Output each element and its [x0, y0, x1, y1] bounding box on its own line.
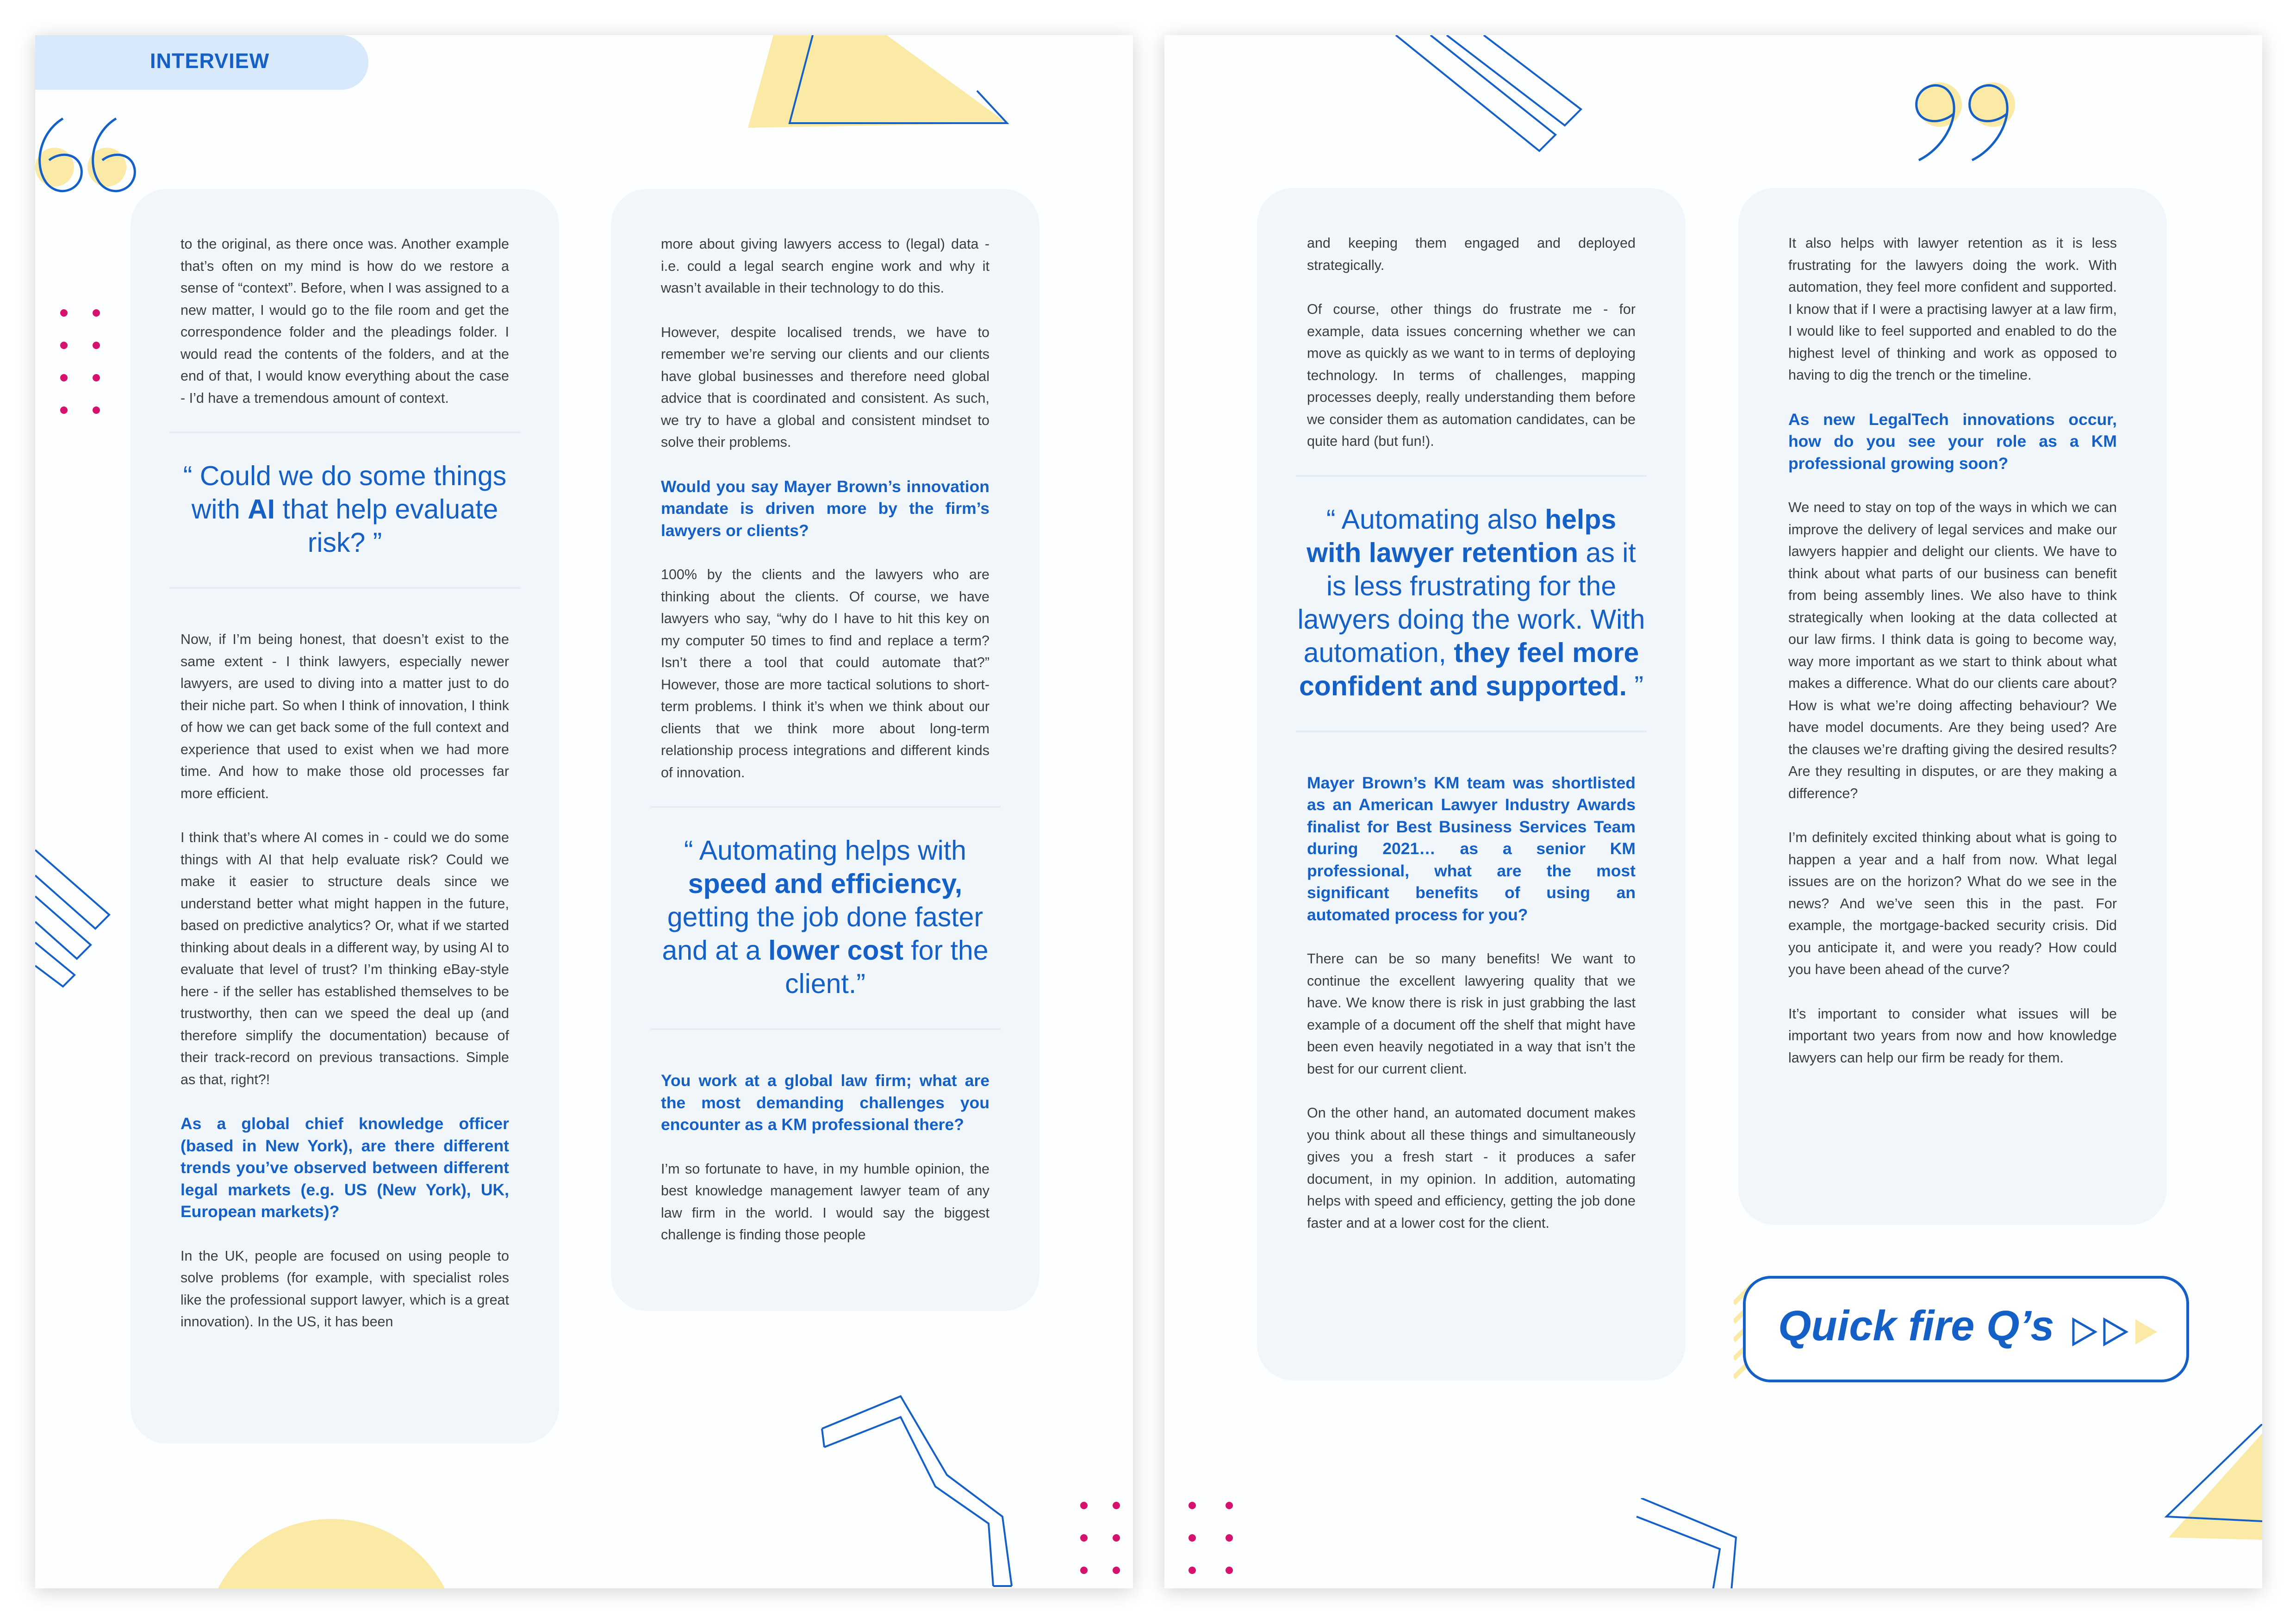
paragraph: and keeping them engaged and deployed strategically.: [1307, 235, 1636, 273]
paragraph: I’m so fortunate to have, in my humble opinion, the best knowledge management lawyer team of any law firm in the world. I would say the biggest challenge is finding those people: [661, 1161, 989, 1243]
paragraph: On the other hand, an automated document makes you think about all these things and simultaneously gives you a fresh start - it produces a safer document, in my opinion. In addition, automating helps with speed and efficiency, getting the job done faster and at a lower cost for the client.: [1307, 1105, 1636, 1231]
paragraph: more about giving lawyers access to (legal) data - i.e. could a legal search engine work and why it wasn’t available in their technology to do this.: [661, 236, 989, 296]
paragraph: There can be so many benefits! We want to continue the excellent lawyering quality that we have. We know there is risk in just grabbing the last example of a document off the shelf that might have been even heavily negotiated in a way that isn’t the best for our current client.: [1307, 951, 1636, 1077]
paragraph: It also helps with lawyer retention as it is less frustrating for the lawyers doing the work. With automation, they feel more confident and supported. I know that if I were a practising lawyer at a law firm, I would like to feel supported and enabled to do the highest level of thinking and work as opposed to having to dig the trench or the timeline.: [1788, 235, 2117, 383]
paragraph: I think that’s where AI comes in - could we do some things with AI that help evaluate risk? Could we make it easier to structure deals since we understand better what might happen in the future, based on predictive analytics? Or, what if we started thinking about deals in a different way, by using AI to evaluate that level of trust? I’m thinking eBay-style here - if the seller has established themselves to be trustworthy, then can we speed the deal up (and therefore simplify the documentation) because of their track-record on previous transactions. Simple as that, right?!: [180, 830, 509, 1087]
left-column-1: [131, 189, 559, 1443]
left-column-2: [611, 189, 1039, 1311]
pull-quote-text: that help evaluate risk? ”: [275, 494, 498, 558]
stripes-decoration: [1387, 35, 1590, 156]
interview-question: As new LegalTech innovations occur, how do you see your role as a KM professional growing soon?: [1788, 410, 2117, 473]
yellow-circle-decoration: [193, 1507, 470, 1588]
pull-quote-emphasis: lower cost: [768, 935, 903, 966]
paragraph: However, despite localised trends, we have to remember we’re serving our clients and our clients have global businesses and therefore need global advice that is coordinated and consistent. As such, we try to have a global and consistent mindset to solve their problems.: [661, 324, 989, 450]
interview-question: Would you say Mayer Brown’s innovation mandate is driven more by the firm’s lawyers or clients?: [661, 477, 989, 540]
left-page: [35, 35, 1133, 1588]
yellow-triangle-decoration: [729, 35, 1053, 132]
pull-quote-text: “ Automating also: [1326, 504, 1545, 535]
interview-tag: [35, 35, 368, 90]
paragraph: It’s important to consider what issues will be important two years from now and how knowledge lawyers can help our firm be ready for them.: [1788, 1006, 2117, 1066]
play-arrows-icon: [2070, 1316, 2162, 1348]
quick-fire-button[interactable]: [1743, 1276, 2189, 1382]
stripes-decoration: [35, 831, 128, 998]
pull-quote-text: getting the job done faster and at a: [662, 902, 983, 966]
paragraph: Of course, other things do frustrate me - for example, data issues concerning whether we can move as quickly as we want to in terms of deploying technology. In terms of challenges, mapping processes deeply, really understanding them before we consider them as automation candidates, can be quite hard (but fun!).: [1307, 301, 1636, 449]
zigzag-decoration: [771, 1378, 1039, 1588]
right-column-2: [1738, 188, 2167, 1225]
interview-tag-label: INTERVIEW: [150, 49, 270, 73]
dots-decoration: [54, 304, 109, 443]
interview-question: You work at a global law firm; what are the most demanding challenges you encounter as a KM professional there?: [661, 1071, 989, 1134]
pull-quote-text: “ Automating helps with: [684, 835, 966, 866]
pull-quote-text: “ Could we do some things with: [183, 461, 507, 525]
yellow-triangle-decoration: [2150, 1424, 2262, 1588]
quick-fire-label: Quick fire Q’s: [1778, 1302, 2054, 1349]
open-quote-icon: [35, 114, 146, 206]
dots-decoration: [1076, 1498, 1133, 1588]
pull-quote-text: as it is less frustrating for the lawyers doing the work. With automation,: [1297, 537, 1645, 668]
paragraph: Now, if I’m being honest, that doesn’t exist to the same extent - I think lawyers, especially newer lawyers, are used to diving into a matter just to do their niche part. So when I think of innovation, I think of how we can get back some of the full context and experience that used to exist when we had more time. And how to make those old processes far more efficient.: [180, 631, 509, 801]
right-page: [1164, 35, 2262, 1588]
pull-quote-text: ”: [1626, 670, 1644, 701]
right-column-1: [1257, 188, 1686, 1380]
close-quote-icon: [1910, 77, 2030, 169]
pull-quote-emphasis: speed and efficiency,: [688, 868, 963, 899]
pull-quote-emphasis: AI: [248, 494, 275, 525]
interview-question: Mayer Brown’s KM team was shortlisted as an American Lawyer Industry Awards finalist for Best Business Services Team during 2021… as a senior KM professional, what are the most significant benefits of using an automated process for you?: [1307, 773, 1636, 924]
pull-quote: [650, 806, 1001, 1030]
pull-quote-text: for the client.”: [785, 935, 989, 999]
chevron-decoration: [1627, 1498, 1766, 1588]
pull-quote: [1296, 475, 1647, 732]
paragraph: I’m definitely excited thinking about what is going to happen a year and a half from now. What legal issues are on the horizon? What do we see in the news? And we’ve seen this in the past. For example, the mortgage-backed security crisis. Did you anticipate it, and were you ready? How could you have been ahead of the curve?: [1788, 830, 2117, 977]
paragraph: We need to stay on top of the ways in which we can improve the delivery of legal services and make our lawyers happier and delight our clients. We have to think about what parts of our business can benefit from being assembly lines. We also have to think strategically when looking at the data collected at our law firms. I think data is going to become way, way more important as we start to think about what makes a difference. What do our clients care about? How is what we’re doing affecting behaviour? We have model documents. Are they being used? Are the clauses we’re drafting giving the desired results? Are they resulting in disputes, or are they making a difference?: [1788, 500, 2117, 801]
pull-quote-emphasis: they feel more confident and supported.: [1299, 637, 1639, 701]
pull-quote: [169, 431, 520, 589]
paragraph: to the original, as there once was. Another example that’s often on my mind is how do we restore a sense of “context”. Before, when I was assigned to a new matter, I would go to the file room and get the correspondence folder and the pleadings folder. I would read the contents of the folders, and at the end of that, I would know everything about the case - I’d have a tremendous amount of context.: [180, 236, 509, 406]
dots-decoration: [1183, 1498, 1248, 1588]
paragraph: 100% by the clients and the lawyers who are thinking about the clients. Of course, we have lawyers who say, “why do I have to hit this key on my computer 50 times to find and replace a term? Isn’t there a tool that could automate that?” However, those are more tactical solutions to short-term problems. I think it’s when we think about our clients that we think more about long-term relationship process integrations and different kinds of innovation.: [661, 567, 989, 781]
interview-question: As a global chief knowledge officer (based in New York), are there different trends you’ve observed between different legal markets (e.g. US (New York), UK, European markets)?: [180, 1114, 509, 1221]
paragraph: In the UK, people are focused on using people to solve problems (for example, with specialist roles like the professional support lawyer, which is a great innovation). In the US, it has been: [180, 1248, 509, 1330]
pull-quote-emphasis: helps with lawyer retention: [1307, 504, 1617, 568]
